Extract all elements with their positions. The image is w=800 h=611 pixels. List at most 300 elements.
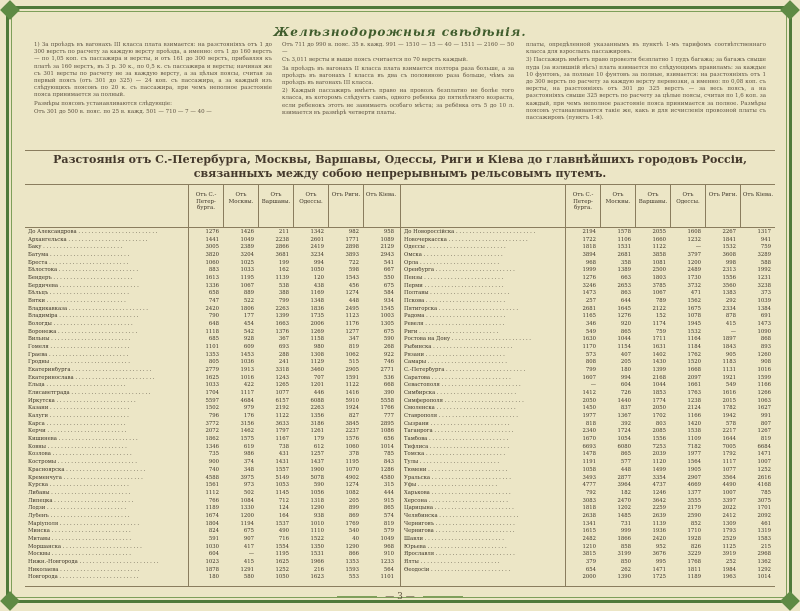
distance-value: 1710: [687, 528, 701, 535]
distance-value: 407: [620, 351, 631, 358]
right-distance-column: [740, 229, 775, 582]
left-distance-column: [293, 229, 328, 582]
distance-value: 2601: [310, 236, 324, 243]
city-name: Таганрога . . . . . . . . . . . . . . . . . . . . . . . .: [404, 428, 514, 435]
distance-value: 2638: [582, 512, 596, 519]
distance-value: 4669: [687, 482, 701, 489]
city-name: Владиміра . . . . . . . . . . . . . . . . . . . . . . . .: [28, 313, 139, 320]
distance-value: 6157: [275, 397, 289, 404]
distance-value: 490: [278, 528, 289, 535]
distance-value: 869: [348, 512, 359, 519]
distance-value: 1384: [757, 305, 771, 312]
distance-value: 1112: [205, 489, 219, 496]
distance-value: 3238: [757, 282, 771, 289]
distance-value: 1905: [687, 466, 701, 473]
distance-value: 3681: [275, 252, 289, 259]
distance-value: 1630: [582, 336, 596, 343]
distance-value: 315: [383, 482, 394, 489]
distance-value: 837: [620, 405, 631, 412]
distance-value: 658: [208, 290, 219, 297]
distance-value: 1233: [380, 558, 394, 565]
city-name: Лубенъ . . . . . . . . . . . . . . . . . . . . . . . .: [28, 512, 130, 519]
distance-value: 685: [208, 336, 219, 343]
distance-value: 1276: [205, 229, 219, 235]
distance-value: 1376: [275, 328, 289, 335]
city-name: Митавы . . . . . . . . . . . . . . . . . . . . . . . .: [28, 535, 132, 542]
table-headline: Разстоянія отъ С.-Петербурга, Москвы, Варшавы, Одессы, Риги и Кіева до главнѣйшихъ городовъ Россіи, связанныхъ между собою непрерывнымъ рельсовымъ путемъ.: [53, 153, 747, 180]
distance-value: 1471: [652, 566, 666, 573]
city-name: Вильны . . . . . . . . . . . . . . . . . . . . . . . .: [28, 336, 131, 343]
distance-value: 392: [620, 420, 631, 427]
distance-value: 2681: [582, 305, 596, 312]
distance-value: 1033: [205, 382, 219, 389]
distance-value: 578: [725, 420, 736, 427]
left-distance-column: [258, 229, 293, 582]
distance-value: 1110: [310, 528, 324, 535]
distance-value: 1158: [310, 336, 324, 343]
distance-value: 612: [313, 443, 324, 450]
city-name: Либавы . . . . . . . . . . . . . . . . . . . . . . . .: [28, 489, 131, 496]
distance-value: 3397: [722, 497, 736, 504]
distance-value: 1663: [275, 321, 289, 328]
city-name: Гродны . . . . . . . . . . . . . . . . . . . . . . . .: [28, 359, 130, 366]
distance-value: 1675: [687, 305, 701, 312]
distance-value: 502: [243, 489, 254, 496]
distance-value: 1803: [652, 275, 666, 282]
distance-value: 367: [278, 336, 289, 343]
distance-value: 1063: [757, 397, 771, 404]
distance-value: 866: [348, 551, 359, 558]
city-name: Липецка . . . . . . . . . . . . . . . . . . . . . . . .: [28, 497, 134, 504]
center-divider: [400, 184, 401, 586]
distance-value: 182: [620, 489, 631, 496]
city-name: Екатеринбурга . . . . . . . . . . . . . . . . . . . . . . . .: [28, 367, 152, 374]
left-city-column: [28, 229, 188, 582]
left-distance-column: [328, 229, 363, 582]
distance-value: 3608: [722, 252, 736, 259]
distance-value: 973: [243, 482, 254, 489]
distance-value: 2263: [310, 405, 324, 412]
distance-value: 1145: [275, 489, 289, 496]
distance-value: 1308: [310, 351, 324, 358]
distance-value: 1704: [205, 390, 219, 397]
distance-value: 1389: [617, 267, 631, 274]
distance-value: 1081: [652, 259, 666, 266]
distance-value: 5597: [205, 397, 219, 404]
distance-value: 1348: [310, 298, 324, 305]
column-header: Отъ Варшавы.: [258, 184, 293, 227]
distance-value: 2482: [582, 535, 596, 542]
distance-value: 2779: [205, 367, 219, 374]
city-name: Перми . . . . . . . . . . . . . . . . . . . . . . . .: [404, 282, 504, 289]
distance-value: 1543: [345, 275, 359, 282]
distance-value: 1878: [205, 566, 219, 573]
divider: [25, 150, 775, 151]
city-name: Юрьева . . . . . . . . . . . . . . . . . . . . . . . .: [404, 543, 507, 550]
distance-value: 1616: [722, 390, 736, 397]
distance-value: 1232: [687, 236, 701, 243]
city-name: Харькова . . . . . . . . . . . . . . . . . . . . . . . .: [404, 489, 511, 496]
distance-value: 2420: [652, 535, 666, 542]
city-name: Бѣлостока . . . . . . . . . . . . . . . . . . . . . . . .: [28, 267, 139, 274]
distance-value: 1520: [687, 359, 701, 366]
distance-value: 577: [620, 459, 631, 466]
city-name: Владикавказа . . . . . . . . . . . . . . . . . . . . . . . .: [28, 305, 148, 312]
distance-value: 738: [278, 443, 289, 450]
distance-value: 1818: [582, 505, 596, 512]
distance-value: 1575: [240, 436, 254, 443]
distance-value: 1016: [240, 374, 254, 381]
distance-value: 3564: [722, 474, 736, 481]
distance-value: 1545: [380, 305, 394, 312]
distance-value: 1318: [310, 497, 324, 504]
distance-value: 1431: [275, 459, 289, 466]
distance-value: 2489: [687, 267, 701, 274]
distance-value: 1261: [310, 428, 324, 435]
distance-value: 4902: [345, 474, 359, 481]
distance-value: 288: [278, 351, 289, 358]
distance-value: 1793: [722, 528, 736, 535]
distance-value: 1399: [275, 313, 289, 320]
distance-value: 1117: [240, 390, 254, 397]
city-name: Керчи . . . . . . . . . . . . . . . . . . . . . . . .: [28, 428, 127, 435]
column-header: Отъ Риги.: [328, 184, 363, 227]
distance-value: 7005: [722, 443, 736, 450]
distance-value: 1724: [617, 428, 631, 435]
distance-value: 5078: [310, 474, 324, 481]
distance-value: 1668: [687, 367, 701, 374]
city-name: Кременчуга . . . . . . . . . . . . . . . . . . . . . . . .: [28, 474, 143, 481]
city-name: Граева . . . . . . . . . . . . . . . . . . . . . . . .: [28, 351, 129, 358]
distance-value: 1478: [582, 451, 596, 458]
city-name: Шавли . . . . . . . . . . . . . . . . . . . . . . . .: [404, 535, 504, 542]
distance-value: 541: [383, 259, 394, 266]
distance-value: 3845: [345, 420, 359, 427]
distance-value: 2334: [722, 305, 736, 312]
city-name: Херсона . . . . . . . . . . . . . . . . . . . . . . . .: [404, 497, 508, 504]
distance-value: 2006: [310, 321, 324, 328]
distance-value: 850: [620, 558, 631, 565]
distance-value: 2500: [652, 267, 666, 274]
distance-value: 746: [383, 359, 394, 366]
distance-value: 796: [208, 413, 219, 420]
distance-value: 590: [383, 336, 394, 343]
city-name: Черниговъ . . . . . . . . . . . . . . . . . . . . . . . .: [404, 520, 515, 527]
left-distance-column: [223, 229, 258, 582]
distance-value: 446: [313, 390, 324, 397]
distance-value: 4684: [240, 397, 254, 404]
distance-value: 3156: [240, 420, 254, 427]
distance-value: 1305: [380, 321, 394, 328]
distance-value: 843: [383, 459, 394, 466]
distance-value: 1139: [275, 275, 289, 282]
city-name: Вятки . . . . . . . . . . . . . . . . . . . . . . . .: [28, 298, 126, 305]
city-name: Моршанска . . . . . . . . . . . . . . . . . . . . . . . .: [28, 543, 142, 550]
distance-value: 1356: [310, 413, 324, 420]
distance-value: 1086: [380, 428, 394, 435]
distance-value: 3894: [582, 252, 596, 259]
distance-value: 1176: [345, 321, 359, 328]
distance-value: 648: [208, 321, 219, 328]
city-name: Вологды . . . . . . . . . . . . . . . . . . . . . . . .: [28, 321, 133, 328]
city-name: Радома . . . . . . . . . . . . . . . . . . . . . . . .: [404, 313, 506, 320]
distance-value: 1977: [687, 451, 701, 458]
distance-value: 785: [760, 489, 771, 496]
distance-value: 2639: [652, 512, 666, 519]
distance-value: 1183: [722, 359, 736, 366]
distance-value: 1319: [757, 528, 771, 535]
city-name: Бердичева . . . . . . . . . . . . . . . . . . . . . . . .: [28, 282, 139, 289]
distance-value: 1593: [345, 566, 359, 573]
distance-value: 2015: [722, 397, 736, 404]
distance-value: 1730: [687, 275, 701, 282]
distance-value: 907: [243, 535, 254, 542]
distance-value: 693: [278, 344, 289, 351]
city-name: Риги . . . . . . . . . . . . . . . . . . . . . . . .: [404, 328, 499, 335]
city-name: Новгорода . . . . . . . . . . . . . . . . . . . . . . . .: [28, 574, 139, 581]
distance-value: 574: [383, 512, 394, 519]
distance-value: 675: [383, 328, 394, 335]
distance-value: 982: [348, 229, 359, 235]
distance-value: 1599: [757, 374, 771, 381]
distance-value: 553: [348, 574, 359, 581]
distance-value: 3354: [652, 474, 666, 481]
city-name: Ялты . . . . . . . . . . . . . . . . . . . . . . . .: [404, 558, 500, 565]
distance-value: 2616: [757, 474, 771, 481]
intro-paragraph: За проѣздъ въ вагонахъ II класса плата взимается полтора раза больше, а за проѣздъ въ вагонахъ I класса въ два съ половиною раза больше, чѣмъ за проѣздъ въ вагонахъ III класса.: [282, 65, 514, 87]
city-name: Бѣльцъ . . . . . . . . . . . . . . . . . . . . . . . .: [28, 290, 129, 297]
city-name: Козлова . . . . . . . . . . . . . . . . . . . . . . . .: [28, 451, 132, 458]
distance-value: 536: [383, 374, 394, 381]
distance-value: 3919: [722, 551, 736, 558]
distance-value: 549: [725, 382, 736, 389]
distance-value: 40: [352, 535, 359, 542]
distance-value: 1044: [652, 382, 666, 389]
distance-value: 807: [760, 420, 771, 427]
distance-value: 1089: [380, 236, 394, 243]
distance-value: 604: [620, 382, 631, 389]
distance-value: 1195: [275, 551, 289, 558]
distance-value: 1797: [275, 428, 289, 435]
distance-value: 1437: [310, 459, 324, 466]
distance-value: 1977: [582, 413, 596, 420]
distance-value: 379: [585, 558, 596, 565]
distance-value: 1276: [582, 275, 596, 282]
city-name: Орла . . . . . . . . . . . . . . . . . . . . . . . .: [404, 259, 500, 266]
city-name: Бреста . . . . . . . . . . . . . . . . . . . . . . . .: [28, 259, 129, 266]
city-name: Ѳеодосіи . . . . . . . . . . . . . . . . . . . . . . . .: [404, 566, 511, 573]
distance-value: 1082: [345, 489, 359, 496]
distance-value: 1030: [205, 543, 219, 550]
distance-value: 2124: [687, 405, 701, 412]
distance-value: 1711: [652, 336, 666, 343]
city-name: Бендеръ . . . . . . . . . . . . . . . . . . . . . . . .: [28, 275, 133, 282]
distance-value: 1645: [617, 305, 631, 312]
distance-value: 4588: [205, 474, 219, 481]
distance-value: 1084: [240, 497, 254, 504]
distance-value: 3815: [582, 551, 596, 558]
distance-value: 1367: [617, 413, 631, 420]
distance-value: 2590: [687, 512, 701, 519]
distance-value: 1377: [687, 489, 701, 496]
distance-value: 431: [278, 451, 289, 458]
city-name: Тулы . . . . . . . . . . . . . . . . . . . . . . . .: [404, 459, 500, 466]
distance-value: 1562: [687, 298, 701, 305]
distance-value: 792: [585, 489, 596, 496]
distance-value: 4168: [757, 482, 771, 489]
distance-value: 2238: [275, 236, 289, 243]
distance-value: 1644: [722, 436, 736, 443]
distance-value: 722: [348, 259, 359, 266]
distance-value: 777: [383, 413, 394, 420]
page-number: — 3 —: [0, 592, 800, 602]
distance-value: 799: [585, 367, 596, 374]
distance-value: 1485: [617, 512, 631, 519]
distance-value: 584: [383, 290, 394, 297]
distance-value: 1202: [617, 505, 631, 512]
distance-value: 1067: [240, 282, 254, 289]
distance-value: 1769: [345, 520, 359, 527]
distance-value: 1290: [345, 543, 359, 550]
distance-value: 162: [278, 267, 289, 274]
distance-value: 3676: [652, 551, 666, 558]
distance-value: 4777: [582, 482, 596, 489]
distance-value: 2877: [617, 474, 631, 481]
distance-value: 2420: [205, 305, 219, 312]
distance-value: 2022: [722, 505, 736, 512]
distance-value: 2470: [617, 497, 631, 504]
right-distance-column: [565, 229, 600, 582]
intro-paragraph: 3) Пассажиръ имѣетъ право провезти безплатно 1 пудъ багажа; за багажъ свыше пуда (за излишній вѣсъ) плата взимается по слѣдующимъ правиламъ: за каждые 10 фунтовъ, за полные 10 фунтовъ за полные, взимается: на разстояніяхъ отъ 1 до 300 верстъ по расчету за каждую версту перевозки, а именно: по 0,08 коп. съ версты, на разстояніяхъ отъ 301 до 325 верстъ — за весь поясъ, а на разстояніяхъ свыше 325 верстъ по расчету за цѣлые поясы, считая по 1,6 коп. за каждый, при чемъ неполное разстояніе пояса принимается за полное. Размѣры поясовъ устанавливаются такіе же, какъ и для исчисленія провозной платы съ пассажировъ (пунктъ 1-й).: [526, 57, 766, 122]
city-name: Симбирска . . . . . . . . . . . . . . . . . . . . . . . .: [404, 390, 517, 397]
distance-value: 712: [278, 497, 289, 504]
distance-value: —: [248, 551, 254, 558]
distance-value: 1992: [757, 267, 771, 274]
distance-value: 374: [243, 459, 254, 466]
distance-value: 3493: [582, 474, 596, 481]
distance-value: 928: [243, 336, 254, 343]
distance-value: 1399: [652, 367, 666, 374]
distance-value: 4580: [380, 474, 394, 481]
distance-value: 1036: [240, 359, 254, 366]
distance-value: 1862: [205, 436, 219, 443]
distance-value: 865: [620, 328, 631, 335]
distance-value: 1674: [205, 512, 219, 519]
city-name: Тюмени . . . . . . . . . . . . . . . . . . . . . . . .: [404, 466, 508, 473]
distance-value: 654: [585, 566, 596, 573]
distance-value: 2313: [722, 267, 736, 274]
city-name: Кишинева . . . . . . . . . . . . . . . . . . . . . . . .: [28, 436, 138, 443]
distance-value: 3642: [652, 497, 666, 504]
distance-value: 995: [655, 558, 666, 565]
city-name: Рязани . . . . . . . . . . . . . . . . . . . . . . . .: [404, 351, 505, 358]
distance-value: 3204: [240, 252, 254, 259]
distance-value: 1049: [380, 535, 394, 542]
column-header: Отъ Одессы.: [670, 184, 705, 227]
distance-value: 1016: [757, 367, 771, 374]
distance-value: 3555: [687, 497, 701, 504]
distance-value: 1841: [722, 236, 736, 243]
distance-value: 1231: [757, 275, 771, 282]
distance-value: 1154: [617, 344, 631, 351]
city-name: Пензы . . . . . . . . . . . . . . . . . . . . . . . .: [404, 275, 504, 282]
distance-value: 216: [313, 566, 324, 573]
distance-value: 1166: [757, 382, 771, 389]
distance-value: 1129: [310, 359, 324, 366]
intro-paragraph: Отъ 301 до 500 в. пояс. по 25 в. кажд. 501 — 710 — 7 — 40 —: [34, 108, 212, 115]
distance-value: 1120: [652, 459, 666, 466]
distance-value: 1836: [310, 305, 324, 312]
city-name: Оренбурга . . . . . . . . . . . . . . . . . . . . . . . .: [404, 267, 515, 274]
distance-value: 2968: [757, 551, 771, 558]
distance-value: 1416: [345, 390, 359, 397]
distance-value: 415: [243, 558, 254, 565]
distance-value: 1342: [310, 229, 324, 235]
distance-value: 1537: [275, 520, 289, 527]
column-header: Отъ Риги.: [705, 184, 740, 227]
city-name: Смоленска . . . . . . . . . . . . . . . . . . . . . . . .: [404, 405, 516, 412]
distance-value: 1702: [652, 413, 666, 420]
distance-value: 958: [383, 229, 394, 235]
distance-value: 747: [208, 298, 219, 305]
distance-value: 542: [243, 328, 254, 335]
distance-value: 968: [383, 543, 394, 550]
city-name: Новочеркасска . . . . . . . . . . . . . . . . . . . . . . . .: [404, 236, 528, 243]
city-name: Батума . . . . . . . . . . . . . . . . . . . . . . . .: [28, 252, 130, 259]
distance-value: 1499: [652, 466, 666, 473]
distance-value: 3633: [275, 420, 289, 427]
distance-value: 1067: [652, 290, 666, 297]
distance-value: 865: [620, 451, 631, 458]
distance-value: 1077: [275, 390, 289, 397]
distance-value: 619: [243, 443, 254, 450]
distance-value: 883: [208, 267, 219, 274]
distance-value: 580: [243, 574, 254, 581]
distance-value: 1309: [722, 520, 736, 527]
left-distance-column: [188, 229, 223, 582]
distance-value: 1054: [617, 436, 631, 443]
distance-value: 1999: [582, 267, 596, 274]
distance-value: 675: [243, 528, 254, 535]
distance-value: 456: [348, 282, 359, 289]
distance-value: 910: [383, 551, 394, 558]
distance-value: 3229: [687, 551, 701, 558]
distance-value: 1913: [240, 367, 254, 374]
distance-value: 2192: [275, 405, 289, 412]
distance-value: 262: [620, 566, 631, 573]
distance-value: 908: [760, 359, 771, 366]
distance-value: 1725: [652, 574, 666, 581]
distance-value: 726: [620, 390, 631, 397]
intro-column-2: [282, 42, 514, 118]
distance-value: 1139: [652, 520, 666, 527]
distance-value: 1735: [310, 313, 324, 320]
distance-value: 1766: [380, 405, 394, 412]
distance-value: 2895: [380, 420, 394, 427]
distance-value: 922: [383, 351, 394, 358]
distance-value: 852: [690, 520, 701, 527]
distance-value: 1420: [687, 420, 701, 427]
distance-value: 415: [725, 321, 736, 328]
distance-value: 1853: [652, 390, 666, 397]
city-name: Саратова . . . . . . . . . . . . . . . . . . . . . . . .: [404, 374, 511, 381]
distance-value: 3199: [617, 551, 631, 558]
distance-value: 1928: [687, 535, 701, 542]
distance-value: 1430: [652, 359, 666, 366]
distance-value: 438: [313, 282, 324, 289]
distance-value: 1462: [240, 428, 254, 435]
distance-value: 2943: [380, 252, 394, 259]
